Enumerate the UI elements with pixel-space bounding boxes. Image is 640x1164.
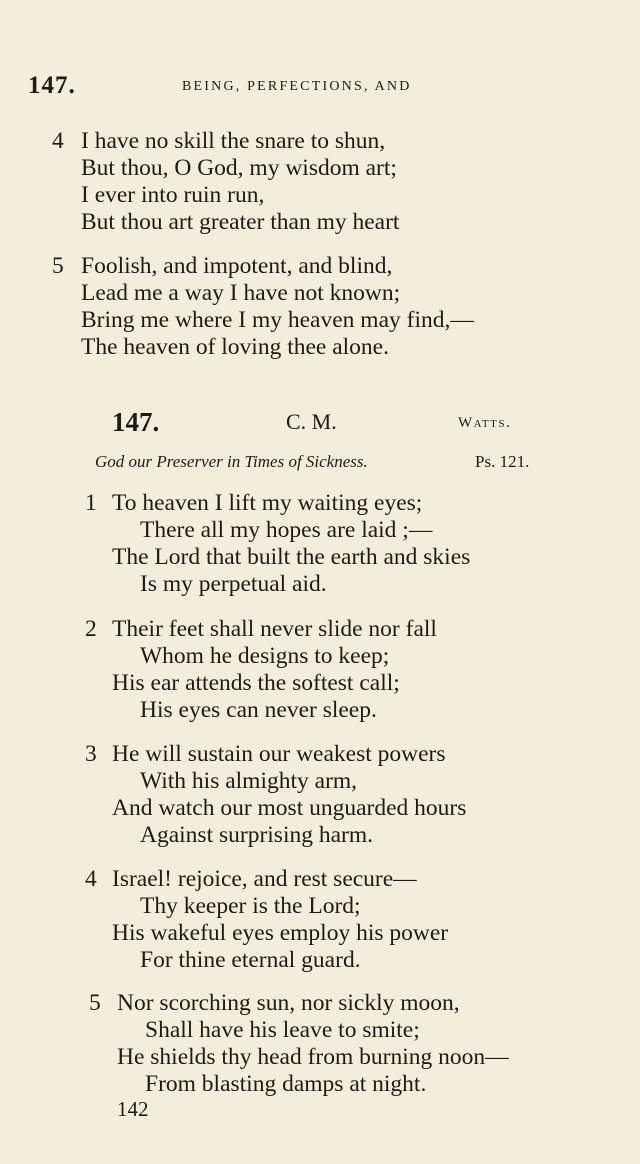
footer-page-number: 142	[117, 1097, 149, 1121]
verse-line: He shields thy head from burning noon—	[117, 1044, 509, 1070]
verse-line: Thy keeper is the Lord;	[140, 893, 361, 919]
verse-line: The heaven of loving thee alone.	[81, 334, 389, 360]
verse-line: He will sustain our weakest powers	[112, 741, 446, 767]
verse-line: Shall have his leave to smite;	[145, 1017, 420, 1043]
stanza-number: 5	[89, 990, 101, 1016]
verse-line: His wakeful eyes employ his power	[112, 920, 449, 946]
verse-line: But thou art greater than my heart	[81, 209, 400, 235]
verse-line: I have no skill the snare to shun,	[81, 128, 386, 154]
verse-line: His ear attends the softest call;	[112, 670, 400, 696]
verse-line: The Lord that built the earth and skies	[112, 544, 471, 570]
verse-line: Lead me a way I have not known;	[81, 280, 401, 306]
verse-line: Whom he designs to keep;	[140, 643, 390, 669]
running-header-hymn-number: 147.	[28, 72, 76, 99]
psalm-reference: Ps. 121.	[475, 452, 530, 471]
verse-line: His eyes can never sleep.	[140, 697, 377, 723]
stanza-number: 1	[85, 490, 97, 516]
hymn-subtitle: God our Preserver in Times of Sickness.	[95, 452, 368, 471]
stanza-number: 4	[52, 128, 64, 154]
hymn-meter: C. M.	[286, 409, 337, 434]
verse-line: And watch our most unguarded hours	[112, 795, 467, 821]
stanza-number: 3	[85, 741, 97, 767]
running-header-title: BEING, PERFECTIONS, AND	[182, 79, 412, 94]
verse-line: Against surprising harm.	[140, 822, 374, 848]
hymn-author: Watts.	[458, 415, 512, 431]
hymn-number: 147.	[112, 407, 160, 437]
verse-line: Bring me where I my heaven may find,—	[81, 307, 474, 333]
verse-line: Nor scorching sun, nor sickly moon,	[117, 990, 460, 1016]
stanza-number: 5	[52, 253, 64, 279]
verse-line: Is my perpetual aid.	[140, 571, 327, 597]
verse-line: There all my hopes are laid ;—	[140, 517, 433, 543]
verse-line: But thou, O God, my wisdom art;	[81, 155, 397, 181]
verse-line: With his almighty arm,	[140, 768, 358, 794]
verse-line: Foolish, and impotent, and blind,	[81, 253, 393, 279]
verse-line: For thine eternal guard.	[140, 947, 361, 973]
verse-line: Their feet shall never slide nor fall	[112, 616, 437, 642]
verse-line: To heaven I lift my waiting eyes;	[112, 490, 423, 516]
stanza-number: 4	[85, 866, 97, 892]
verse-line: From blasting damps at night.	[145, 1071, 427, 1097]
stanza-number: 2	[85, 616, 97, 642]
verse-line: I ever into ruin run,	[81, 182, 265, 208]
verse-line: Israel! rejoice, and rest secure—	[112, 866, 417, 892]
